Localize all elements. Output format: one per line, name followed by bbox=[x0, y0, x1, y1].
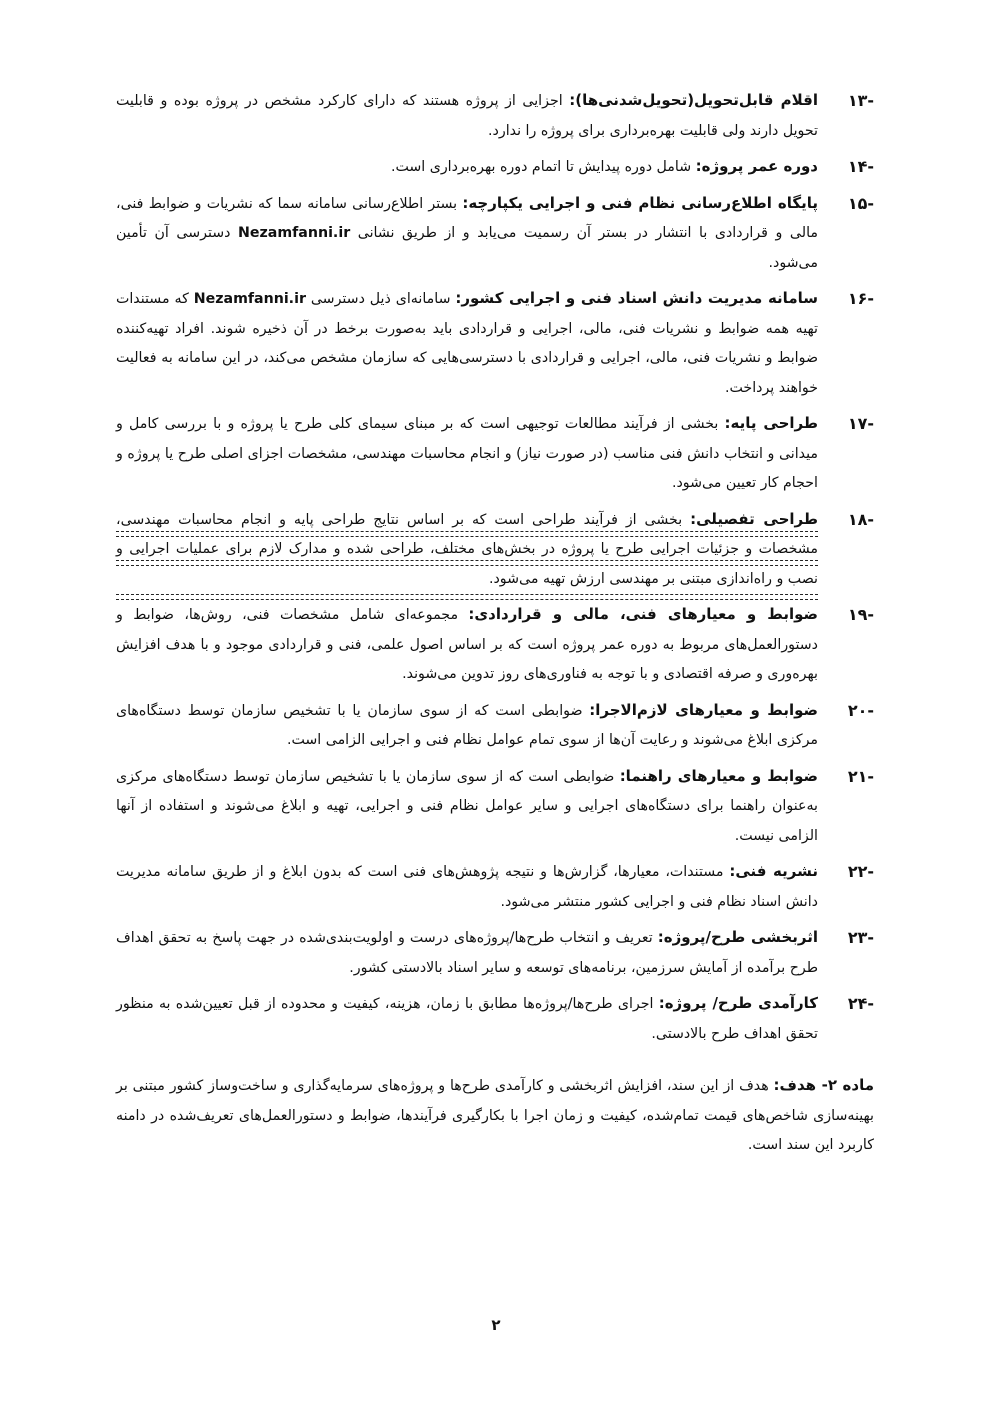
item-text: بخشی از فرآیند طراحی است که بر اساس نتایج طراحی پایه و انجام محاسبات مهندسی، مشخصات و جزئیات اجرایی طرح یا پروژه در بخش‌های مختلف، طراحی شده و مدارک لازم برای عملیات اجرایی و نصب و راه‌اندازی مبتنی بر مهندسی ارزش تهیه می‌شود. bbox=[116, 511, 818, 587]
item-term: نشریه فنی: bbox=[729, 862, 818, 880]
item-number: -۱۸ bbox=[847, 509, 874, 529]
item-text: بستر اطلاع‌رسانی سامانه سما که نشریات و ضوابط فنی، مالی و قراردادی با انتشار در بستر آن رسمیت می‌یابد و از طریق نشانی bbox=[116, 195, 818, 241]
item-text: اجرای طرح‌ها/پروژه‌ها مطابق با زمان، هزینه، کیفیت و محدوده از قبل تعیین‌شده به منظور تحقق اهداف طرح بالادستی. bbox=[116, 996, 818, 1042]
item-text: که مستندات تهیه همه ضوابط و نشریات فنی، مالی، اجرایی و قراردادی باید به‌صورت برخط در آن ذخیره شوند. افراد تهیه‌کننده ضوابط و نشریات فنی، مالی، اجرایی و قراردادی با دسترسی‌هایی که سازمان مشخص می‌کند، در این سامانه به فعالیت خواهند پرداخت. bbox=[116, 291, 818, 396]
item-text: دسترسی آن تأمین می‌شود. bbox=[116, 225, 818, 271]
item-text: ضوابطی است که از سوی سازمان یا با تشخیص سازمان توسط دستگاه‌های مرکزی ابلاغ می‌شوند و رعایت آن‌ها از سوی تمام عوامل نظام فنی و اجرایی الزامی است. bbox=[116, 702, 818, 748]
definition-item-17 bbox=[116, 409, 874, 499]
item-term: پایگاه اطلاع‌رسانی نظام فنی و اجرایی یکپارچه: bbox=[462, 193, 818, 212]
item-number: -۲۲ bbox=[847, 862, 874, 881]
dashed-underline bbox=[116, 560, 818, 566]
item-term: اقلام قابل‌تحویل(تحویل‌شدنی‌ها): bbox=[569, 91, 818, 109]
definition-item-15 bbox=[116, 189, 874, 279]
item-term: کارآمدی طرح/ پروژه: bbox=[658, 994, 818, 1012]
item-number: -۲۰ bbox=[847, 700, 874, 720]
item-term: طراحی تفصیلی: bbox=[690, 509, 818, 528]
definition-item-19 bbox=[116, 600, 874, 690]
definition-item-20 bbox=[116, 696, 874, 756]
item-text: سامانه‌ای ذیل دسترسی bbox=[305, 291, 456, 307]
item-number: -۱۴ bbox=[847, 157, 874, 176]
item-term: ضوابط و معیارهای لازم‌الاجرا: bbox=[589, 700, 819, 719]
item-term: دوره عمر پروژه: bbox=[695, 157, 818, 175]
item-term: طراحی پایه: bbox=[724, 414, 818, 432]
item-number: -۲۴ bbox=[847, 994, 874, 1013]
dashed-underline bbox=[116, 531, 818, 537]
item-text: ضوابطی است که از سوی سازمان یا با تشخیص سازمان توسط دستگاه‌های مرکزی به‌عنوان راهنما برای دستگاه‌های اجرایی و سایر عوامل نظام فنی و اجرایی، تهیه و ابلاغ می‌شوند و استفاده از آنها الزامی نیست. bbox=[116, 768, 818, 844]
item-number: -۱۵ bbox=[847, 193, 874, 213]
item-number: -۱۷ bbox=[847, 414, 874, 433]
item-number: -۱۶ bbox=[847, 289, 874, 308]
definition-item-21 bbox=[116, 762, 874, 852]
item-text: بخشی از فرآیند مطالعات توجیهی است که بر مبنای سیمای کلی طرح یا پروژه و با بررسی کامل و میدانی و انتخاب دانش فنی مناسب (در صورت نیاز) و انجام محاسبات مهندسی، مشخصات اجزای اصلی طرح یا پروژه و احجام کار تعیین می‌شود. bbox=[116, 416, 818, 491]
item-text: شامل دوره پیدایش تا اتمام دوره بهره‌برداری است. bbox=[390, 159, 696, 175]
dashed-underline bbox=[116, 594, 818, 600]
definition-item-24 bbox=[116, 989, 874, 1049]
item-text: اجزایی از پروژه هستند که دارای کارکرد مشخص در پروژه بوده و قابلیت تحویل دارند ولی قابلیت بهره‌برداری برای پروژه را ندارد. bbox=[116, 93, 818, 139]
definition-item-13 bbox=[116, 86, 874, 146]
definition-item-16 bbox=[116, 284, 874, 403]
item-term: ضوابط و معیارهای فنی، مالی و قراردادی: bbox=[468, 605, 818, 623]
item-term: اثربخشی طرح/پروژه: bbox=[657, 928, 818, 946]
definition-item-14 bbox=[116, 152, 874, 183]
item-text: مستندات، معیارها، گزارش‌ها و نتیجه پژوهش‌های فنی است که بدون ابلاغ و از طریق سامانه مدیریت دانش اسناد نظام فنی و اجرایی کشور منتشر می‌شود. bbox=[116, 864, 818, 910]
nezamfanni-link[interactable]: Nezamfanni.ir bbox=[193, 291, 306, 307]
definition-item-18 bbox=[116, 505, 874, 595]
nezamfanni-link[interactable]: Nezamfanni.ir bbox=[238, 225, 351, 241]
definition-item-23 bbox=[116, 923, 874, 983]
item-text: مجموعه‌ای شامل مشخصات فنی، روش‌ها، ضوابط و دستورالعمل‌های مربوط به دوره عمر پروژه است که بر اساس اصول علمی، فنی و قراردادی موجود و با هدف افزایش بهره‌وری و صرفه اقتصادی و با توجه به فناوری‌های روز تدوین می‌شوند. bbox=[116, 607, 818, 682]
article-text: هدف از این سند، افزایش اثربخشی و کارآمدی طرح‌ها و پروژه‌های سرمایه‌گذاری و ساخت‌وساز کشور مبتنی بر بهینه‌سازی شاخص‌های قیمت تمام‌شده، کیفیت و زمان اجرا با بکارگیری فرآیندها، ضوابط و دستورالعمل‌های تعریف‌شده در دامنه کاربرد این سند است. bbox=[116, 1078, 874, 1153]
article-heading: ماده ۲- هدف: bbox=[773, 1076, 874, 1094]
page-number: ۲ bbox=[491, 1316, 501, 1334]
item-number: -۲۳ bbox=[847, 928, 874, 947]
definition-item-22 bbox=[116, 857, 874, 917]
item-term: سامانه مدیریت دانش اسناد فنی و اجرایی کشور: bbox=[455, 289, 818, 307]
item-number: -۱۳ bbox=[847, 91, 874, 110]
definitions-list bbox=[116, 86, 874, 1161]
article-2-goal bbox=[116, 1071, 874, 1161]
item-term: ضوابط و معیارهای راهنما: bbox=[619, 766, 818, 785]
item-text: تعریف و انتخاب طرح‌ها/پروژه‌های درست و اولویت‌بندی‌شده در جهت پاسخ به تحقق اهداف طرح برآمده از آمایش سرزمین، برنامه‌های توسعه و سایر اسناد بالادستی کشور. bbox=[116, 930, 818, 976]
item-number: -۱۹ bbox=[847, 605, 874, 624]
item-number: -۲۱ bbox=[847, 766, 874, 786]
